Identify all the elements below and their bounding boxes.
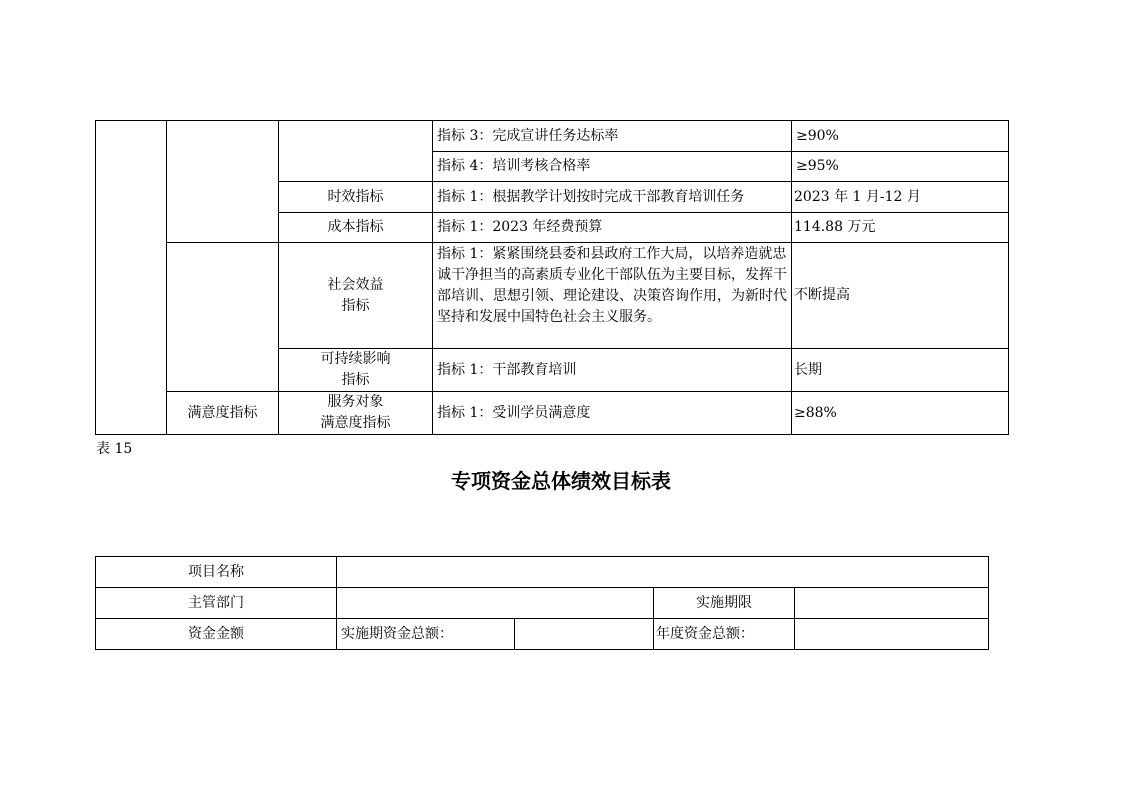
dept-value — [337, 588, 654, 619]
dept-label: 主管部门 — [96, 588, 337, 619]
level2-cell — [167, 121, 279, 243]
level2-cell — [167, 243, 279, 392]
project-info-table — [95, 556, 989, 650]
indicator-cell: 指标 1：2023 年经费预算 — [433, 213, 792, 243]
value-cell: 不断提高 — [792, 243, 1009, 349]
page-title: 专项资金总体绩效目标表 — [451, 469, 671, 493]
level3-cell: 时效指标 — [279, 182, 433, 213]
value-cell: 2023 年 1 月-12 月 — [792, 182, 1009, 213]
level2-cell: 满意度指标 — [167, 392, 279, 435]
fund-label: 资金金额 — [96, 619, 337, 650]
indicator-cell: 指标 1：受训学员满意度 — [433, 392, 792, 435]
total-fund-value — [515, 619, 654, 650]
indicator-cell: 指标 1：干部教育培训 — [433, 349, 792, 392]
level3-cell — [279, 121, 433, 182]
table-row — [96, 557, 989, 588]
indicator-cell: 指标 1：根据教学计划按时完成干部教育培训任务 — [433, 182, 792, 213]
value-cell: 长期 — [792, 349, 1009, 392]
project-name-value — [337, 557, 989, 588]
value-cell: ≥88% — [792, 392, 1009, 435]
table-row — [96, 121, 1009, 152]
period-value — [795, 588, 989, 619]
indicator-cell: 指标 1：紧紧围绕县委和县政府工作大局，以培养造就忠诚干净担当的高素质专业化干部队伍为主要目标，发挥干部培训、思想引领、理论建设、决策咨询作用，为新时代坚持和发展中国特色社会主义服务。 — [433, 243, 792, 349]
period-label: 实施期限 — [654, 588, 795, 619]
table-row — [96, 619, 989, 650]
level1-cell — [96, 121, 167, 435]
annual-fund-value — [795, 619, 989, 650]
total-fund-label: 实施期资金总额： — [337, 619, 515, 650]
level3-cell: 服务对象 满意度指标 — [279, 392, 433, 435]
table-row — [96, 243, 1009, 349]
indicator-cell: 指标 4：培训考核合格率 — [433, 152, 792, 182]
project-name-label: 项目名称 — [96, 557, 337, 588]
table-number-label: 表 15 — [96, 441, 133, 457]
level3-cell: 成本指标 — [279, 213, 433, 243]
annual-fund-label: 年度资金总额： — [654, 619, 795, 650]
performance-indicator-table — [95, 120, 1009, 435]
table-row — [96, 392, 1009, 435]
indicator-cell: 指标 3：完成宣讲任务达标率 — [433, 121, 792, 152]
value-cell: ≥95% — [792, 152, 1009, 182]
table-row — [96, 588, 989, 619]
value-cell: ≥90% — [792, 121, 1009, 152]
level3-cell: 社会效益 指标 — [279, 243, 433, 349]
level3-cell: 可持续影响 指标 — [279, 349, 433, 392]
value-cell: 114.88 万元 — [792, 213, 1009, 243]
